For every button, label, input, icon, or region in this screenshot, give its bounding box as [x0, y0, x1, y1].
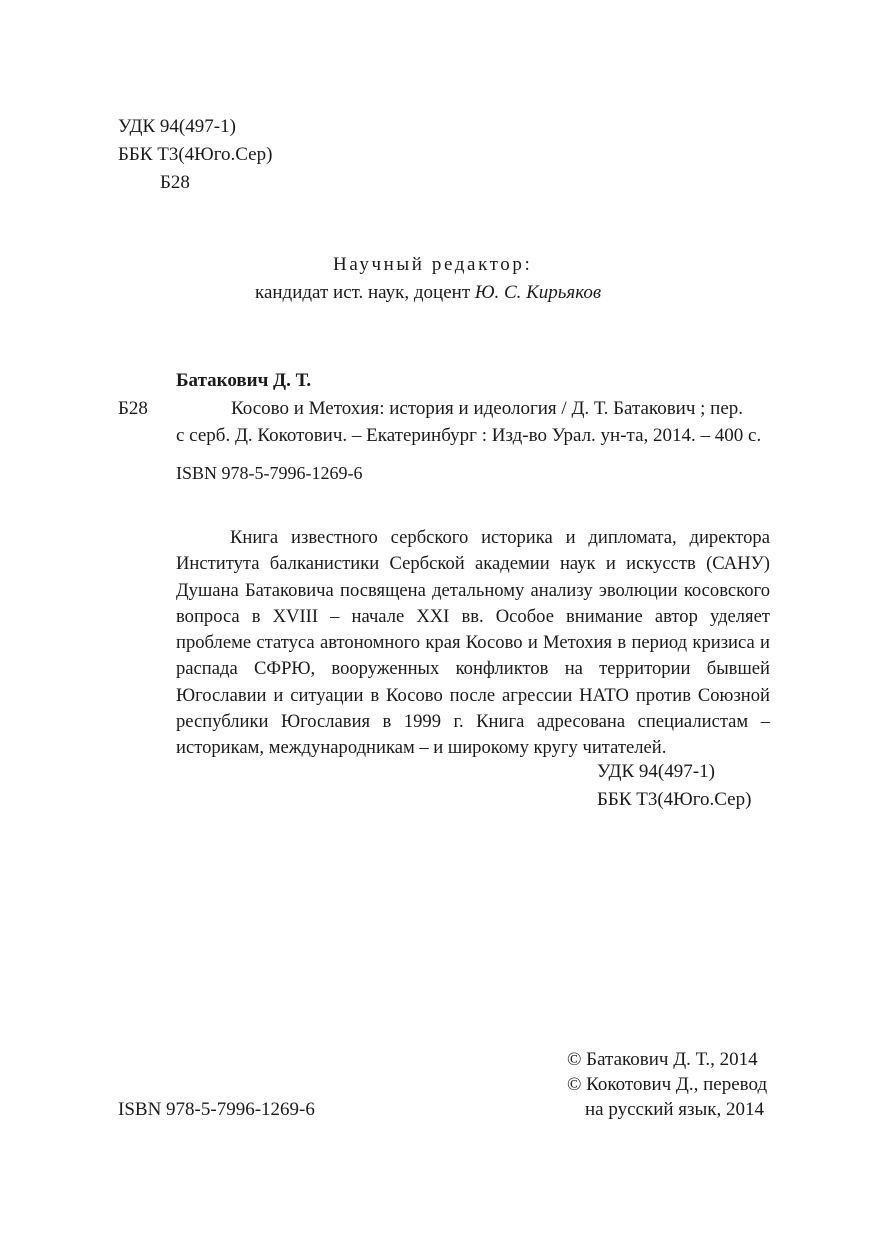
bbk-bottom: ББК Т3(4Юго.Сер) — [597, 789, 752, 810]
copyright-3: на русский язык, 2014 — [585, 1099, 765, 1120]
udk-bottom: УДК 94(497-1) — [597, 761, 715, 782]
bib-isbn: ISBN 978-5-7996-1269-6 — [176, 463, 363, 483]
author-mark-bib: Б28 — [118, 398, 148, 419]
udk-top: УДК 94(497-1) — [118, 116, 236, 137]
annotation-text: Книга известного сербского историка и дипломата, директора Института балканистики Сербской академии наук и искусств (САНУ) Душана Батаковича посвящена детальному анализу эволюции косовского вопроса в XVIII – начале XXI вв. Особое внимание автор уделяет проблеме статуса автономного края Косово и Метохия в период кризиса и распада СФРЮ, вооруженных конфликтов на территории бывшей Югославии и ситуации в Косово после агрессии НАТО против Союзной республики Югославия в 1999 г. Книга адресована специалистам – историкам, международникам – и широкому кругу читателей. — [176, 527, 770, 759]
copyright-2: © Кокотович Д., перевод — [567, 1074, 768, 1095]
bib-line-2: с серб. Д. Кокотович. – Екатеринбург : Изд-во Урал. ун-та, 2014. – 400 с. — [176, 425, 762, 446]
author-heading: Батакович Д. Т. — [176, 370, 312, 391]
copyright-1: © Батакович Д. Т., 2014 — [567, 1049, 758, 1070]
editor-heading: Научный редактор: — [333, 254, 533, 275]
author-mark-top: Б28 — [160, 172, 190, 193]
footer-isbn: ISBN 978-5-7996-1269-6 — [118, 1099, 315, 1120]
bbk-top: ББК Т3(4Юго.Сер) — [118, 144, 273, 165]
editor-name: Ю. С. Кирьяков — [474, 282, 602, 303]
annotation — [176, 525, 770, 762]
bib-line-1: Косово и Метохия: история и идеология / Д. Т. Батакович ; пер. — [231, 398, 744, 419]
editor-line — [255, 281, 601, 306]
editor-credentials: кандидат ист. наук, доцент — [255, 282, 471, 303]
